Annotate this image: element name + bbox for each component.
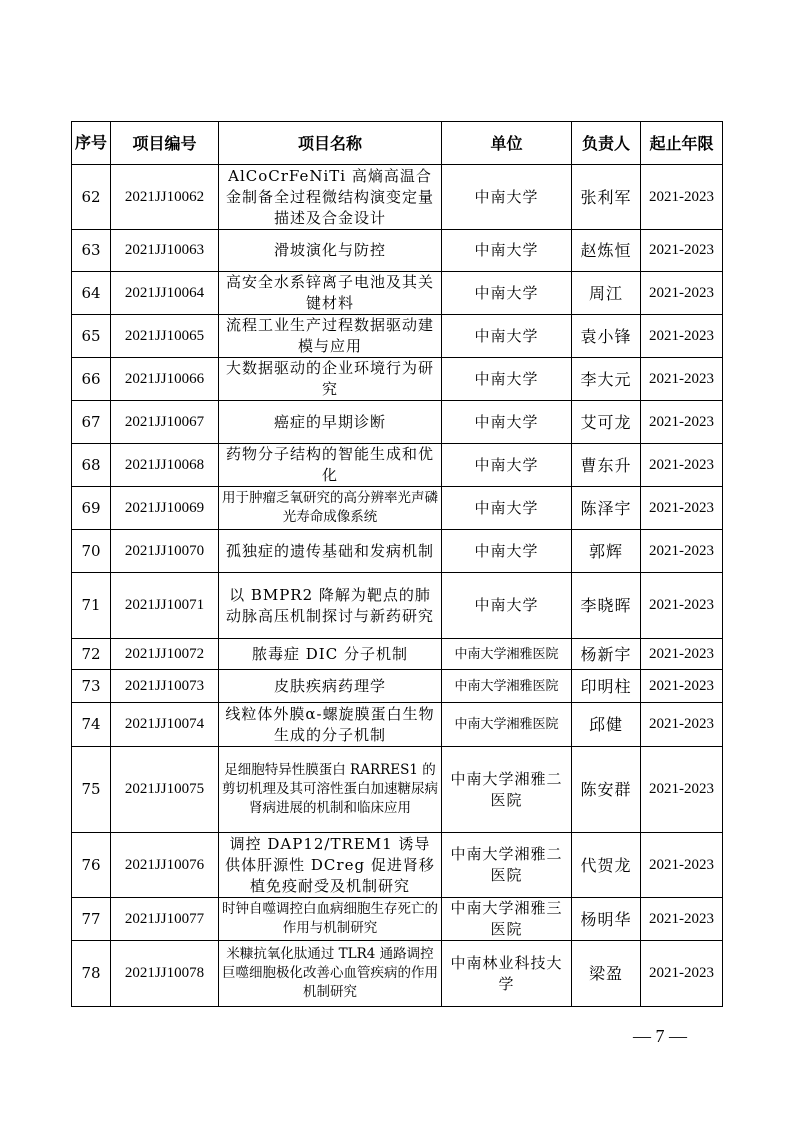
cell-lead: 印明柱 xyxy=(572,670,641,703)
cell-unit: 中南大学 xyxy=(442,165,572,230)
table-row xyxy=(72,573,723,639)
cell-lead: 周江 xyxy=(572,272,641,315)
cell-lead: 郭辉 xyxy=(572,530,641,573)
cell-code: 2021JJ10066 xyxy=(111,358,219,401)
cell-seq: 65 xyxy=(72,315,111,358)
cell-name: AlCoCrFeNiTi 高熵高温合金制备全过程微结构演变定量描述及合金设计 xyxy=(219,165,442,230)
cell-unit: 中南大学湘雅二医院 xyxy=(442,747,572,833)
cell-name: 滑坡演化与防控 xyxy=(219,230,442,272)
cell-lead: 杨明华 xyxy=(572,898,641,941)
cell-unit: 中南大学 xyxy=(442,487,572,530)
cell-name: 用于肿瘤乏氧研究的高分辨率光声磷光寿命成像系统 xyxy=(219,487,442,530)
cell-lead: 曹东升 xyxy=(572,444,641,487)
cell-code: 2021JJ10073 xyxy=(111,670,219,703)
cell-lead: 李晓晖 xyxy=(572,573,641,639)
cell-lead: 艾可龙 xyxy=(572,401,641,444)
cell-code: 2021JJ10063 xyxy=(111,230,219,272)
cell-seq: 71 xyxy=(72,573,111,639)
table-row xyxy=(72,639,723,670)
cell-lead: 张利军 xyxy=(572,165,641,230)
cell-period: 2021-2023 xyxy=(641,444,723,487)
cell-seq: 73 xyxy=(72,670,111,703)
cell-unit: 中南大学 xyxy=(442,444,572,487)
table-row xyxy=(72,747,723,833)
cell-name: 脓毒症 DIC 分子机制 xyxy=(219,639,442,670)
cell-seq: 64 xyxy=(72,272,111,315)
table-row xyxy=(72,444,723,487)
table-row xyxy=(72,941,723,1007)
cell-unit: 中南大学湘雅二医院 xyxy=(442,833,572,898)
cell-name: 大数据驱动的企业环境行为研究 xyxy=(219,358,442,401)
cell-seq: 68 xyxy=(72,444,111,487)
cell-code: 2021JJ10076 xyxy=(111,833,219,898)
cell-lead: 陈安群 xyxy=(572,747,641,833)
table-row xyxy=(72,670,723,703)
cell-unit: 中南大学 xyxy=(442,230,572,272)
cell-unit: 中南大学湘雅医院 xyxy=(442,703,572,747)
cell-lead: 杨新宇 xyxy=(572,639,641,670)
cell-period: 2021-2023 xyxy=(641,670,723,703)
cell-period: 2021-2023 xyxy=(641,941,723,1007)
cell-code: 2021JJ10077 xyxy=(111,898,219,941)
cell-unit: 中南大学湘雅医院 xyxy=(442,639,572,670)
cell-lead: 代贺龙 xyxy=(572,833,641,898)
cell-seq: 66 xyxy=(72,358,111,401)
cell-name: 调控 DAP12/TREM1 诱导供体肝源性 DCreg 促进肾移植免疫耐受及机制研究 xyxy=(219,833,442,898)
cell-name: 癌症的早期诊断 xyxy=(219,401,442,444)
cell-unit: 中南大学 xyxy=(442,401,572,444)
cell-seq: 67 xyxy=(72,401,111,444)
header-period: 起止年限 xyxy=(641,122,723,165)
cell-code: 2021JJ10069 xyxy=(111,487,219,530)
cell-code: 2021JJ10064 xyxy=(111,272,219,315)
table-row xyxy=(72,898,723,941)
cell-name: 流程工业生产过程数据驱动建模与应用 xyxy=(219,315,442,358)
cell-code: 2021JJ10068 xyxy=(111,444,219,487)
cell-name: 米糠抗氧化肽通过 TLR4 通路调控巨噬细胞极化改善心血管疾病的作用机制研究 xyxy=(219,941,442,1007)
cell-seq: 70 xyxy=(72,530,111,573)
cell-code: 2021JJ10071 xyxy=(111,573,219,639)
cell-name: 皮肤疾病药理学 xyxy=(219,670,442,703)
cell-period: 2021-2023 xyxy=(641,401,723,444)
cell-period: 2021-2023 xyxy=(641,272,723,315)
cell-code: 2021JJ10078 xyxy=(111,941,219,1007)
cell-period: 2021-2023 xyxy=(641,230,723,272)
cell-period: 2021-2023 xyxy=(641,315,723,358)
cell-period: 2021-2023 xyxy=(641,530,723,573)
page-number: — 7 — xyxy=(633,1026,687,1046)
cell-period: 2021-2023 xyxy=(641,165,723,230)
table-row xyxy=(72,703,723,747)
cell-seq: 62 xyxy=(72,165,111,230)
cell-lead: 邱健 xyxy=(572,703,641,747)
table-row xyxy=(72,401,723,444)
cell-unit: 中南大学 xyxy=(442,573,572,639)
header-name: 项目名称 xyxy=(219,122,442,165)
project-table xyxy=(71,121,723,1007)
cell-code: 2021JJ10072 xyxy=(111,639,219,670)
cell-unit: 中南大学 xyxy=(442,530,572,573)
table-row xyxy=(72,272,723,315)
cell-code: 2021JJ10065 xyxy=(111,315,219,358)
header-lead: 负责人 xyxy=(572,122,641,165)
table-row xyxy=(72,358,723,401)
header-row xyxy=(72,122,723,165)
cell-unit: 中南大学 xyxy=(442,315,572,358)
cell-unit: 中南大学 xyxy=(442,272,572,315)
table-row xyxy=(72,487,723,530)
table-row xyxy=(72,833,723,898)
cell-period: 2021-2023 xyxy=(641,703,723,747)
cell-seq: 74 xyxy=(72,703,111,747)
cell-name: 以 BMPR2 降解为靶点的肺动脉高压机制探讨与新药研究 xyxy=(219,573,442,639)
cell-name: 线粒体外膜α-螺旋膜蛋白生物生成的分子机制 xyxy=(219,703,442,747)
cell-lead: 李大元 xyxy=(572,358,641,401)
cell-code: 2021JJ10070 xyxy=(111,530,219,573)
cell-seq: 78 xyxy=(72,941,111,1007)
cell-unit: 中南大学湘雅医院 xyxy=(442,670,572,703)
header-seq: 序号 xyxy=(72,122,111,165)
cell-lead: 袁小锋 xyxy=(572,315,641,358)
cell-seq: 75 xyxy=(72,747,111,833)
table-row xyxy=(72,230,723,272)
table-row xyxy=(72,315,723,358)
cell-lead: 陈泽宇 xyxy=(572,487,641,530)
cell-seq: 76 xyxy=(72,833,111,898)
cell-seq: 72 xyxy=(72,639,111,670)
header-unit: 单位 xyxy=(442,122,572,165)
cell-seq: 77 xyxy=(72,898,111,941)
cell-name: 孤独症的遗传基础和发病机制 xyxy=(219,530,442,573)
cell-lead: 赵炼恒 xyxy=(572,230,641,272)
cell-period: 2021-2023 xyxy=(641,573,723,639)
header-code: 项目编号 xyxy=(111,122,219,165)
cell-period: 2021-2023 xyxy=(641,747,723,833)
cell-lead: 梁盈 xyxy=(572,941,641,1007)
cell-seq: 63 xyxy=(72,230,111,272)
cell-unit: 中南大学 xyxy=(442,358,572,401)
cell-period: 2021-2023 xyxy=(641,898,723,941)
cell-period: 2021-2023 xyxy=(641,639,723,670)
cell-unit: 中南林业科技大学 xyxy=(442,941,572,1007)
cell-name: 高安全水系锌离子电池及其关键材料 xyxy=(219,272,442,315)
cell-code: 2021JJ10075 xyxy=(111,747,219,833)
cell-code: 2021JJ10062 xyxy=(111,165,219,230)
cell-period: 2021-2023 xyxy=(641,358,723,401)
cell-seq: 69 xyxy=(72,487,111,530)
cell-unit: 中南大学湘雅三医院 xyxy=(442,898,572,941)
cell-period: 2021-2023 xyxy=(641,487,723,530)
table-row xyxy=(72,530,723,573)
cell-name: 时钟自噬调控白血病细胞生存死亡的作用与机制研究 xyxy=(219,898,442,941)
cell-name: 足细胞特异性膜蛋白 RARRES1 的剪切机理及其可溶性蛋白加速糖尿病肾病进展的机制和临床应用 xyxy=(219,747,442,833)
cell-name: 药物分子结构的智能生成和优化 xyxy=(219,444,442,487)
cell-code: 2021JJ10067 xyxy=(111,401,219,444)
cell-code: 2021JJ10074 xyxy=(111,703,219,747)
table-row xyxy=(72,165,723,230)
cell-period: 2021-2023 xyxy=(641,833,723,898)
